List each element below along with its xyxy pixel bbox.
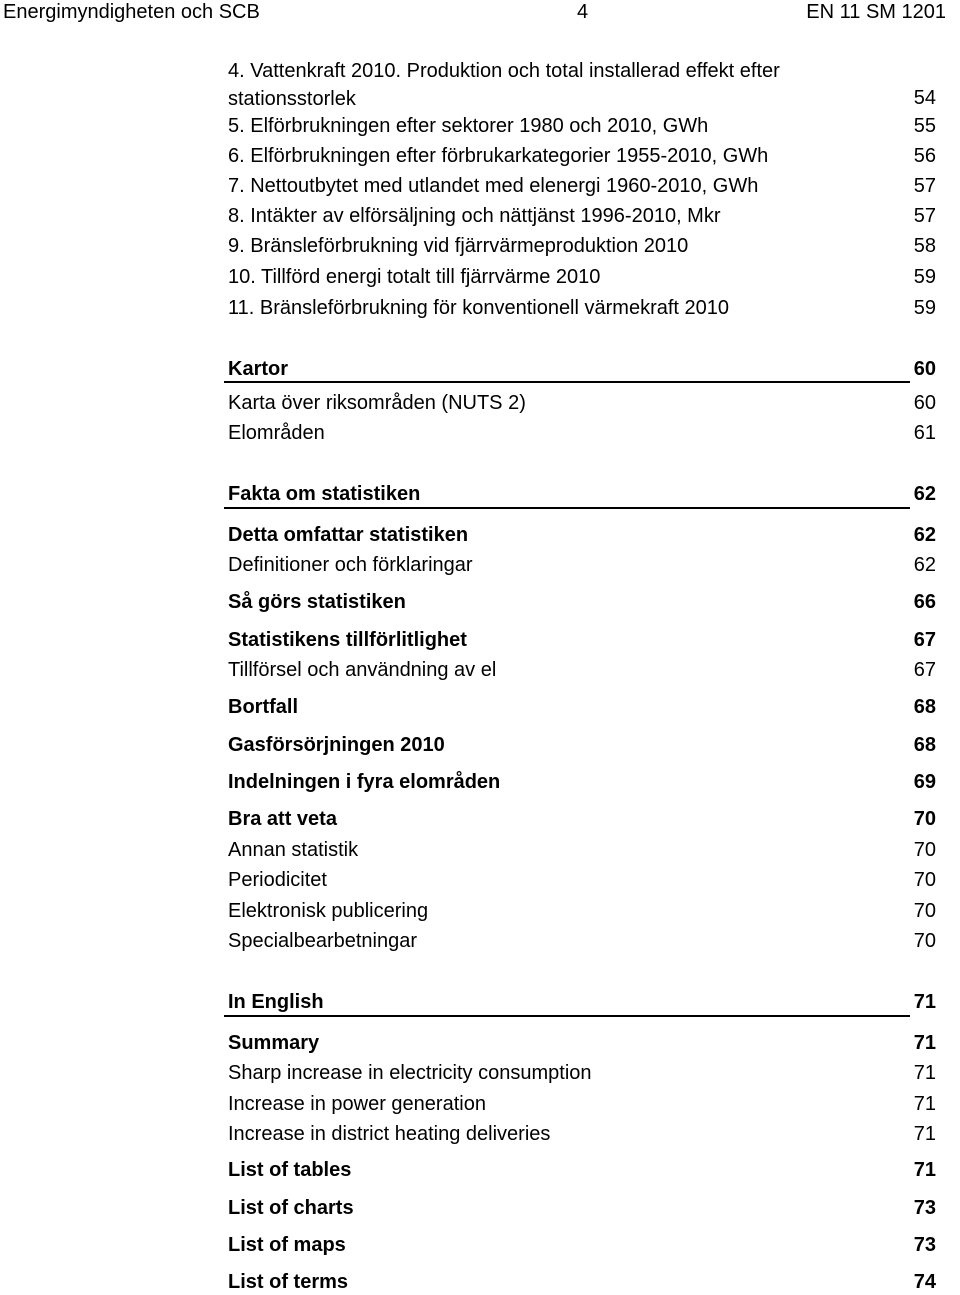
toc-subheading-summary[interactable] [228,1030,936,1056]
toc-subheading-page: 67 [913,629,936,651]
toc-entry-page: 57 [913,175,936,197]
toc-entry-table-9[interactable] [228,233,936,259]
toc-entry-elektronisk[interactable] [228,898,936,924]
toc-entry-electricity-consumption[interactable] [228,1060,936,1086]
toc-subheading-title: List of tables [228,1159,352,1181]
toc-entry-page: 70 [913,930,936,952]
toc-subheading-title: Gasförsörjningen 2010 [228,734,445,756]
toc-entry-title: Elektronisk publicering [228,900,429,922]
toc-entry-title: 7. Nettoutbytet med utlandet med elenergi 1960-2010, GWh [228,175,759,197]
toc-subheading-tillforlitlighet[interactable] [228,627,936,653]
toc-entry-table-7[interactable] [228,173,936,199]
section-rule [224,381,910,383]
toc-heading-fakta[interactable] [228,481,936,507]
toc-subheading-page: 74 [913,1271,936,1293]
toc-heading-page: 71 [913,991,936,1013]
toc-subheading-title: Så görs statistiken [228,591,406,613]
toc-entry-table-6[interactable] [228,143,936,169]
toc-entry-annan-statistik[interactable] [228,837,936,863]
toc-heading-kartor[interactable] [228,356,936,382]
toc-entry-title: Specialbearbetningar [228,930,418,952]
toc-entry-title: Periodicitet [228,869,327,891]
section-rule [224,507,910,509]
toc-entry-title: Tillförsel och användning av el [228,659,497,681]
toc-entry-title: 11. Bränsleförbrukning för konventionell värmekraft 2010 [228,297,730,319]
toc-entry-page: 70 [913,900,936,922]
toc-subheading-list-of-maps[interactable] [228,1232,936,1258]
toc-subheading-title: List of terms [228,1271,349,1293]
toc-entry-page: 71 [913,1062,936,1084]
toc-subheading-page: 62 [913,524,936,546]
toc-subheading-title: Summary [228,1032,320,1054]
toc-entry-title: 4. Vattenkraft 2010. Produktion och total installerad effekt efter stationsstorlek [228,60,780,110]
toc-heading-in-english[interactable] [228,989,936,1015]
toc-entry-title: 10. Tillförd energi totalt till fjärrvärme 2010 [228,266,601,288]
toc-subheading-page: 71 [913,1032,936,1054]
toc-entry-district-heating[interactable] [228,1121,936,1147]
toc-subheading-sa-gors[interactable] [228,589,936,615]
toc-heading-title: In English [228,991,324,1013]
toc-entry-title: Definitioner och förklaringar [228,554,473,576]
toc-subheading-page: 68 [913,696,936,718]
toc-entry-page: 67 [913,659,936,681]
toc-entry-table-8[interactable] [228,203,936,229]
toc-entry-tillforsel[interactable] [228,657,936,683]
toc-entry-power-generation[interactable] [228,1091,936,1117]
header-report-id: EN 11 SM 1201 [806,1,946,23]
toc-entry-table-11[interactable] [228,295,936,321]
toc-entry-title: Karta över riksområden (NUTS 2) [228,392,526,414]
toc-subheading-elomraden[interactable] [228,769,936,795]
toc-entry-specialbearbetningar[interactable] [228,928,936,954]
toc-subheading-title: Bra att veta [228,808,337,830]
toc-subheading-bra-att-veta[interactable] [228,806,936,832]
toc-subheading-title: List of charts [228,1197,354,1219]
toc-entry-title: 5. Elförbrukningen efter sektorer 1980 och 2010, GWh [228,115,709,137]
toc-subheading-page: 73 [913,1234,936,1256]
toc-entry-page: 54 [913,87,936,109]
toc-heading-title: Kartor [228,358,289,380]
toc-entry-page: 59 [913,297,936,319]
toc-subheading-gasforsorjning[interactable] [228,732,936,758]
toc-subheading-page: 69 [913,771,936,793]
header-page-number: 4 [577,1,589,23]
toc-subheading-title: Indelningen i fyra elområden [228,771,501,793]
toc-entry-page: 58 [913,235,936,257]
toc-subheading-page: 70 [913,808,936,830]
toc-subheading-title: Bortfall [228,696,298,718]
toc-subheading-page: 71 [913,1159,936,1181]
toc-entry-page: 61 [913,422,936,444]
toc-entry-page: 57 [913,205,936,227]
toc-entry-title: Increase in power generation [228,1093,486,1115]
toc-entry-title: 9. Bränsleförbrukning vid fjärrvärmeproduktion 2010 [228,235,689,257]
toc-entry-title: Annan statistik [228,839,359,861]
toc-heading-page: 62 [913,483,936,505]
section-rule [224,1015,910,1017]
toc-entry-page: 71 [913,1123,936,1145]
toc-subheading-title: Detta omfattar statistiken [228,524,469,546]
toc-entry-page: 70 [913,839,936,861]
toc-entry-title: Sharp increase in electricity consumption [228,1062,592,1084]
toc-subheading-page: 66 [913,591,936,613]
toc-entry-page: 62 [913,554,936,576]
toc-entry-title: Elområden [228,422,325,444]
toc-entry-page: 59 [913,266,936,288]
toc-subheading-title: Statistikens tillförlitlighet [228,629,467,651]
toc-subheading-list-of-terms[interactable] [228,1269,936,1295]
toc-entry-elomraden[interactable] [228,420,936,446]
toc-subheading-list-of-charts[interactable] [228,1195,936,1221]
toc-entry-table-5[interactable] [228,113,936,139]
toc-heading-page: 60 [913,358,936,380]
toc-entry-page: 56 [913,145,936,167]
toc-entry-page: 55 [913,115,936,137]
toc-subheading-bortfall[interactable] [228,694,936,720]
toc-entry-page: 70 [913,869,936,891]
toc-heading-title: Fakta om statistiken [228,483,421,505]
toc-entry-definitioner[interactable] [228,552,936,578]
toc-entry-title: 8. Intäkter av elförsäljning och nättjänst 1996-2010, Mkr [228,205,721,227]
toc-entry-title: Increase in district heating deliveries [228,1123,551,1145]
toc-entry-page: 71 [913,1093,936,1115]
toc-entry-title: 6. Elförbrukningen efter förbrukarkategorier 1955-2010, GWh [228,145,769,167]
toc-subheading-page: 73 [913,1197,936,1219]
toc-entry-table-10[interactable] [228,264,936,290]
toc-entry-periodicitet[interactable] [228,867,936,893]
toc-subheading-list-of-tables[interactable] [228,1157,936,1183]
header-publisher: Energimyndigheten och SCB [3,1,260,23]
toc-entry-nuts-map[interactable] [228,390,936,416]
toc-subheading-omfattar[interactable] [228,522,936,548]
toc-entry-table-4[interactable] [228,57,936,113]
toc-subheading-page: 68 [913,734,936,756]
toc-entry-page: 60 [913,392,936,414]
toc-subheading-title: List of maps [228,1234,346,1256]
